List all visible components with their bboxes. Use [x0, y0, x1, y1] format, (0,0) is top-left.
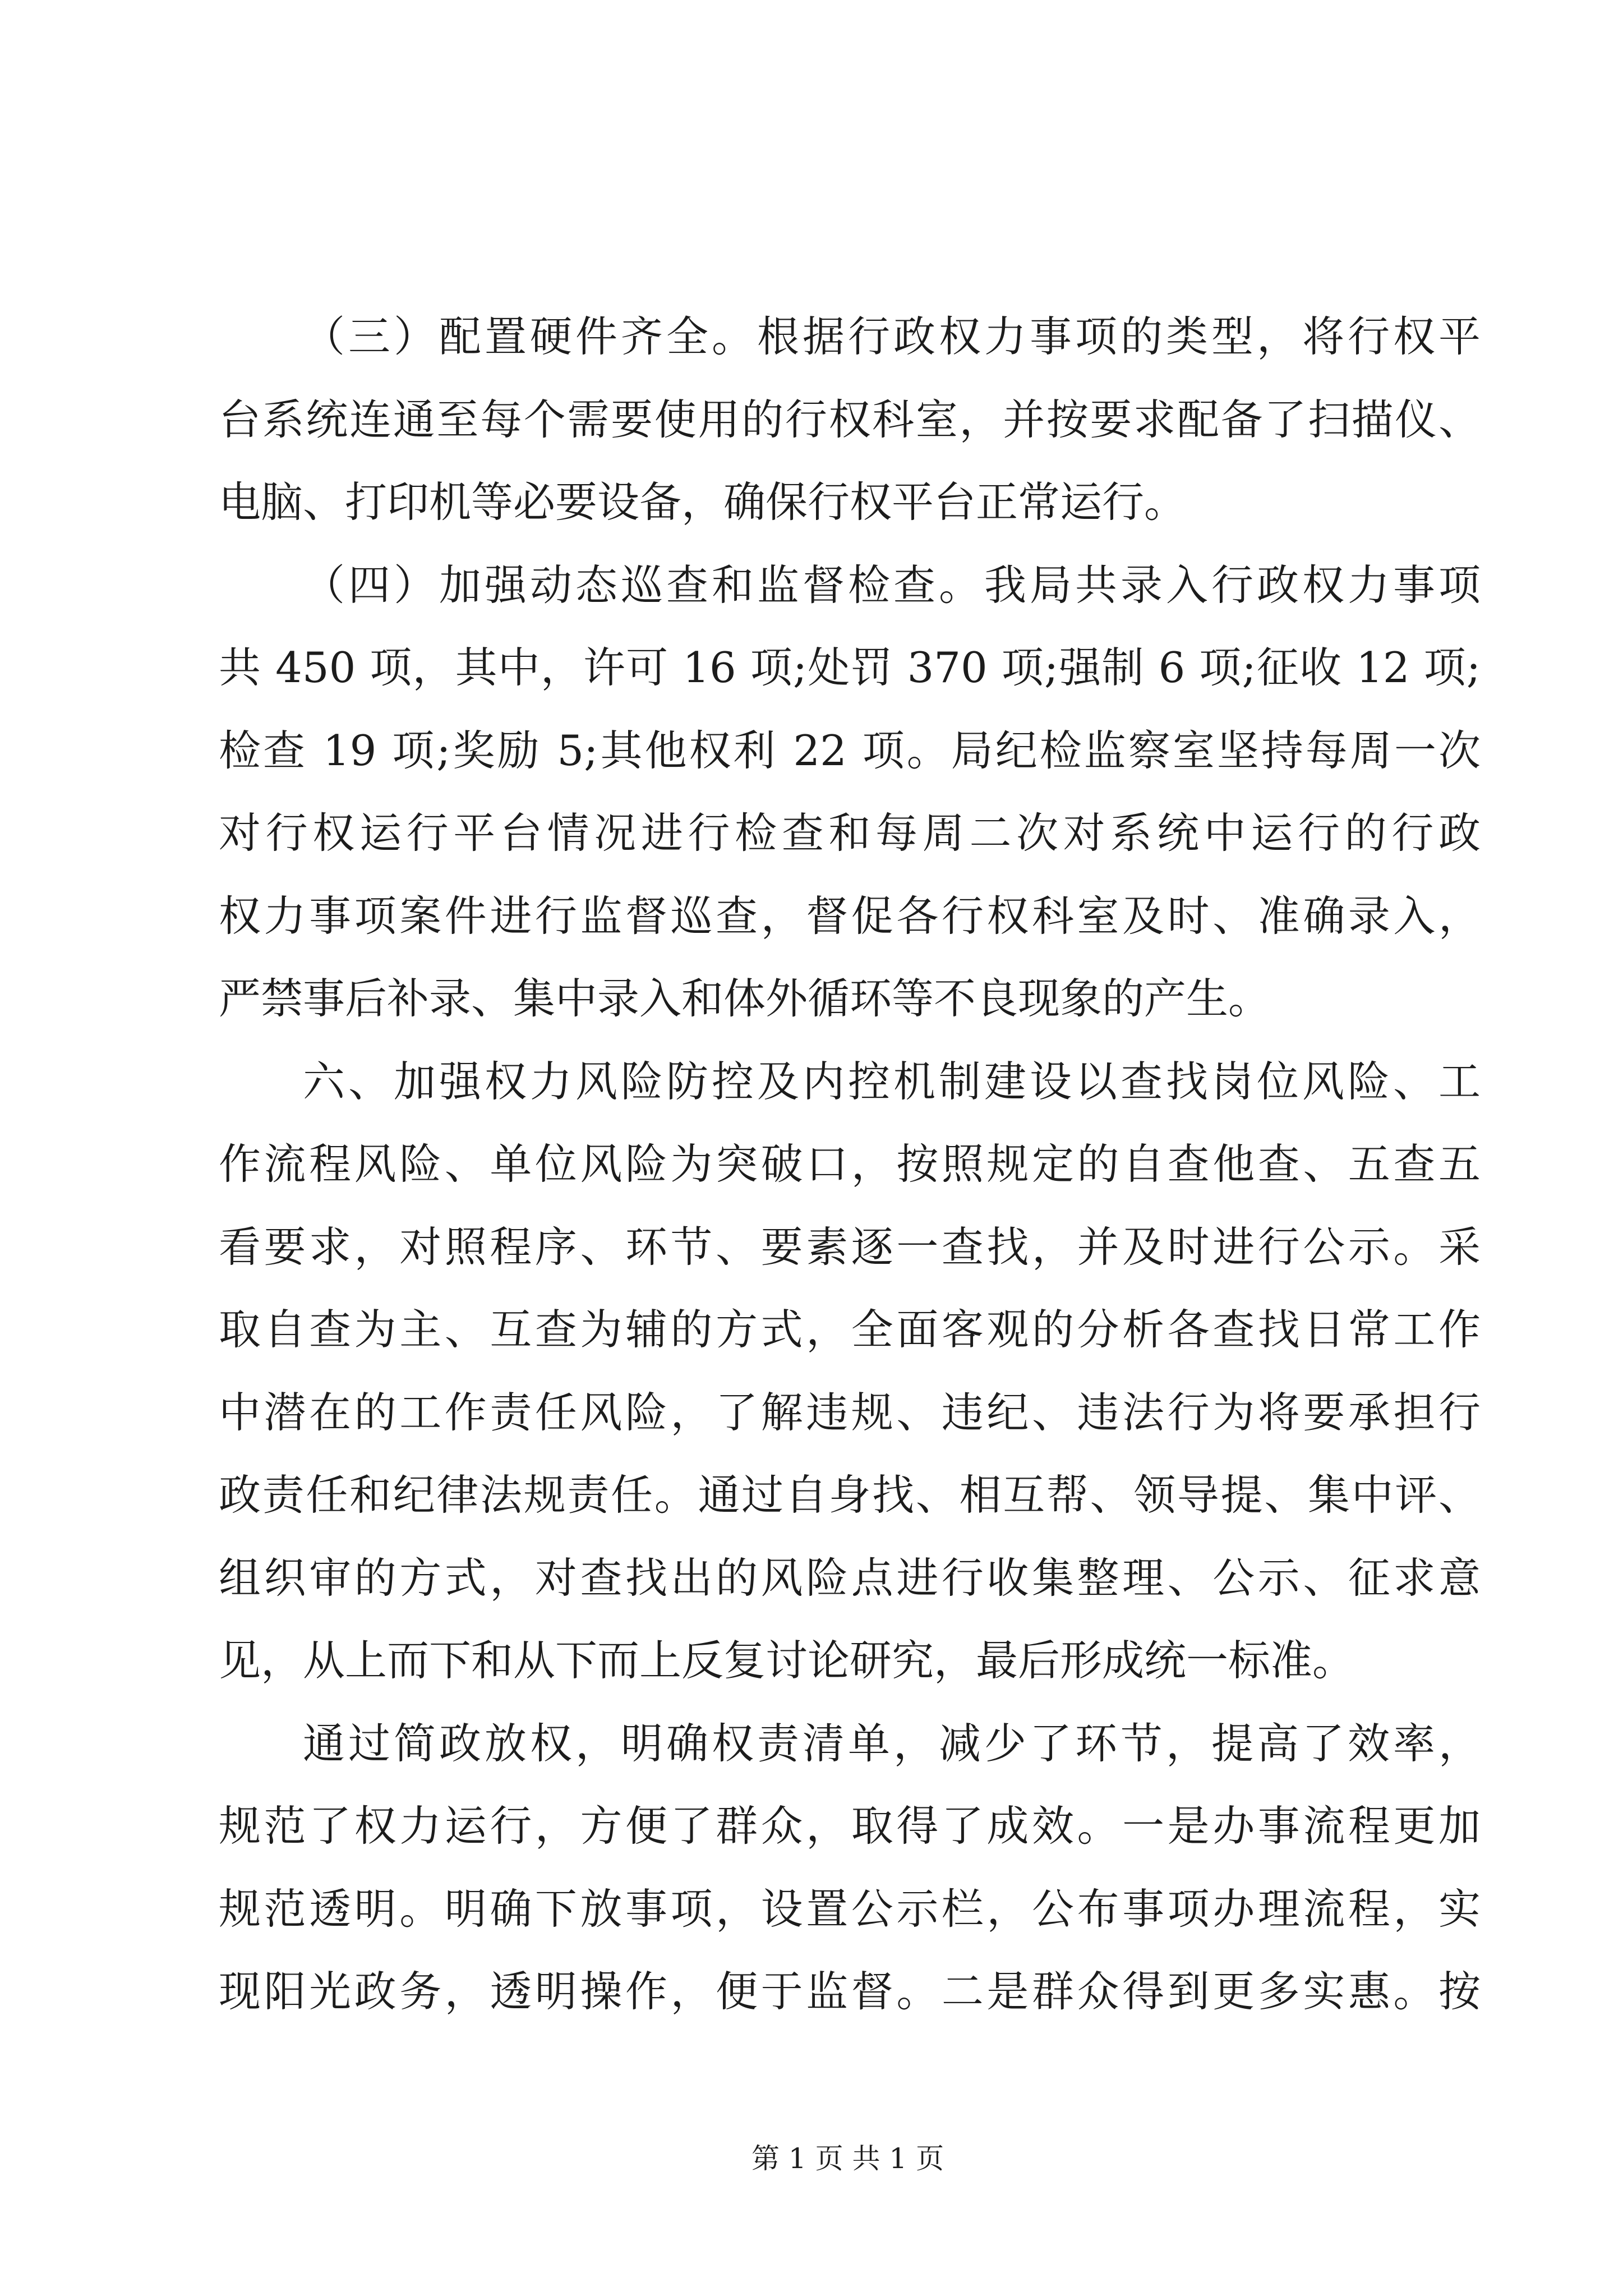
paragraph-line: 现阳光政务，透明操作，便于监督。二是群众得到更多实惠。按 [219, 1967, 1481, 2016]
paragraph-line: 作流程风险、单位风险为突破口，按照规定的自查他查、五查五 [219, 1139, 1481, 1189]
paragraph-line: 见，从上而下和从下而上反复讨论研究，最后形成统一标准。 [219, 1636, 1355, 1685]
paragraph-line: 中潜在的工作责任风险，了解违规、违纪、违法行为将要承担行 [219, 1387, 1481, 1437]
paragraph-line: 规范透明。明确下放事项，设置公示栏，公布事项办理流程，实 [219, 1884, 1481, 1934]
paragraph-line: 共 450 项，其中，许可 16 项;处罚 370 项;强制 6 项;征收 12 项; [219, 643, 1481, 692]
paragraph-line: 电脑、打印机等必要设备，确保行权平台正常运行。 [219, 477, 1187, 527]
paragraph-line: （三）配置硬件齐全。根据行政权力事项的类型，将行权平 [303, 312, 1481, 361]
paragraph-line: 取自查为主、互查为辅的方式，全面客观的分析各查找日常工作 [219, 1305, 1481, 1354]
paragraph-line: 政责任和纪律法规责任。通过自身找、相互帮、领导提、集中评、 [219, 1470, 1481, 1520]
paragraph-inspection [219, 544, 1481, 1041]
paragraph-line: 六、加强权力风险防控及内控机制建设以查找岗位风险、工 [303, 1056, 1481, 1106]
document-body [219, 296, 1481, 2033]
paragraph-line: （四）加强动态巡查和监督检查。我局共录入行政权力事项 [303, 560, 1481, 610]
paragraph-risk-control [219, 1041, 1481, 1703]
paragraph-line: 权力事项案件进行监督巡查，督促各行权科室及时、准确录入， [219, 891, 1481, 941]
paragraph-line: 严禁事后补录、集中录入和体外循环等不良现象的产生。 [219, 974, 1271, 1023]
paragraph-line: 看要求，对照程序、环节、要素逐一查找，并及时进行公示。采 [219, 1222, 1481, 1272]
paragraph-results [219, 1703, 1481, 2033]
paragraph-line: 组织审的方式，对查找出的风险点进行收集整理、公示、征求意 [219, 1553, 1481, 1603]
paragraph-line: 通过简政放权，明确权责清单，减少了环节，提高了效率， [303, 1718, 1481, 1768]
paragraph-line: 规范了权力运行，方便了群众，取得了成效。一是办事流程更加 [219, 1801, 1481, 1851]
page-number-footer: 第 1 页 共 1 页 [751, 2142, 944, 2175]
paragraph-line: 检查 19 项;奖励 5;其他权利 22 项。局纪检监察室坚持每周一次 [219, 725, 1481, 775]
paragraph-hardware [219, 296, 1481, 544]
paragraph-line: 对行权运行平台情况进行检查和每周二次对系统中运行的行政 [219, 808, 1481, 858]
paragraph-line: 台系统连通至每个需要使用的行权科室，并按要求配备了扫描仪、 [219, 394, 1481, 444]
